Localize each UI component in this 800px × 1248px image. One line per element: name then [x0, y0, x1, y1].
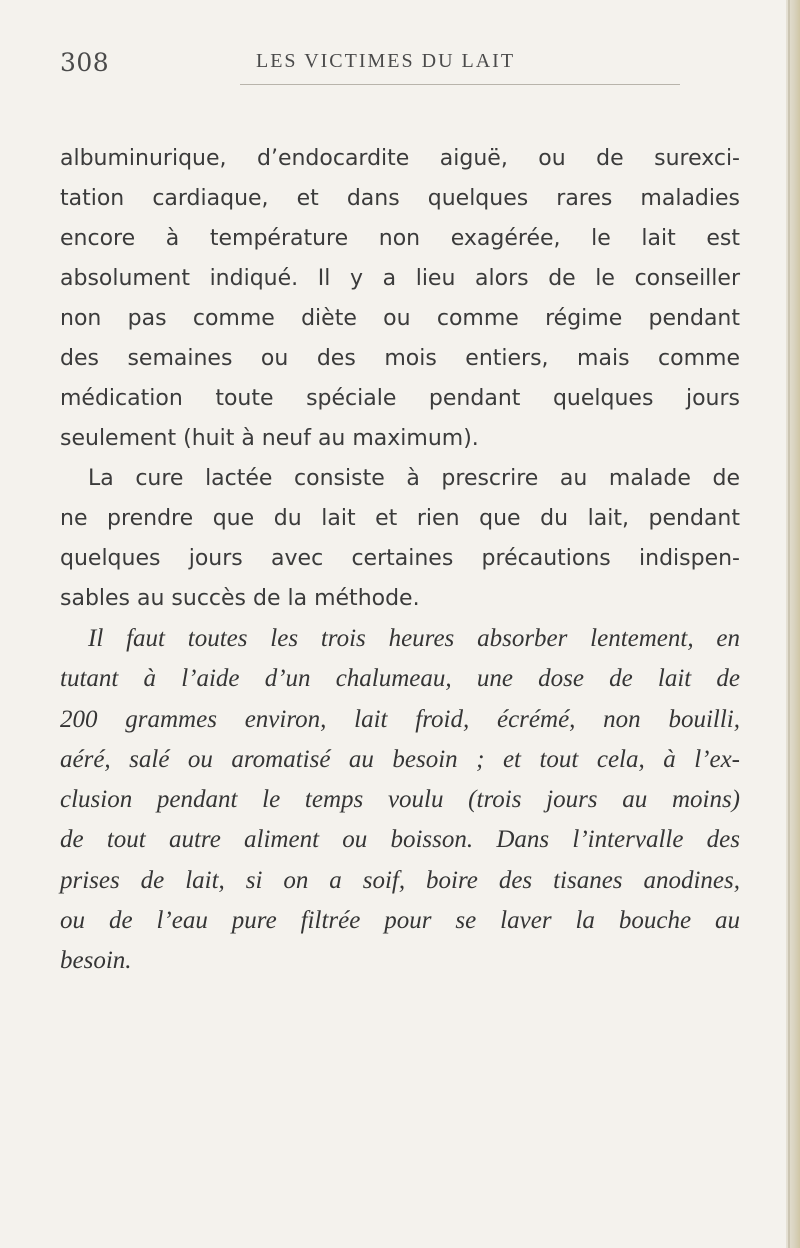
running-head — [0, 44, 786, 78]
text-line: albuminurique, d’endocardite aiguë, ou de surexci- — [60, 146, 740, 171]
text-line: des semaines ou des mois entiers, mais comme — [60, 346, 740, 371]
text-line: seulement (huit à neuf au maximum). — [60, 426, 479, 451]
page-edge-line — [788, 0, 790, 1248]
italic-line: prises de lait, si on a soif, boire des tisanes anodines, — [60, 866, 740, 894]
body-text — [60, 139, 740, 982]
italic-line: Il faut toutes les trois heures absorber lentement, en — [88, 625, 740, 652]
text-line: La cure lactée consiste à prescrire au malade de — [88, 466, 740, 491]
header-rule — [240, 84, 680, 85]
text-line: quelques jours avec certaines précautions indispen- — [60, 546, 740, 571]
running-title: LES VICTIMES DU LAIT — [256, 50, 516, 72]
text-line: sables au succès de la méthode. — [60, 586, 420, 611]
text-line: non pas comme diète ou comme régime pendant — [60, 306, 740, 331]
text-line: absolument indiqué. Il y a lieu alors de le conseiller — [60, 266, 740, 291]
italic-line: 200 grammes environ, lait froid, écrémé, non bouilli, — [60, 705, 740, 733]
text-line: médication toute spéciale pendant quelques jours — [60, 386, 740, 411]
text-line: tation cardiaque, et dans quelques rares maladies — [60, 186, 740, 211]
text-line: ne prendre que du lait et rien que du lait, pendant — [60, 506, 740, 531]
text-line: encore à température non exagérée, le lait est — [60, 226, 740, 251]
italic-line: de tout autre aliment ou boisson. Dans l’intervalle des — [60, 826, 740, 854]
italic-line: clusion pendant le temps voulu (trois jours au moins) — [60, 786, 740, 814]
italic-line: aéré, salé ou aromatisé au besoin ; et tout cela, à l’ex- — [60, 745, 740, 773]
italic-line: tutant à l’aide d’un chalumeau, une dose de lait de — [60, 665, 740, 693]
italic-line: besoin. — [60, 947, 132, 975]
italic-line: ou de l’eau pure filtrée pour se laver la bouche au — [60, 907, 740, 935]
page-number: 308 — [60, 48, 110, 77]
